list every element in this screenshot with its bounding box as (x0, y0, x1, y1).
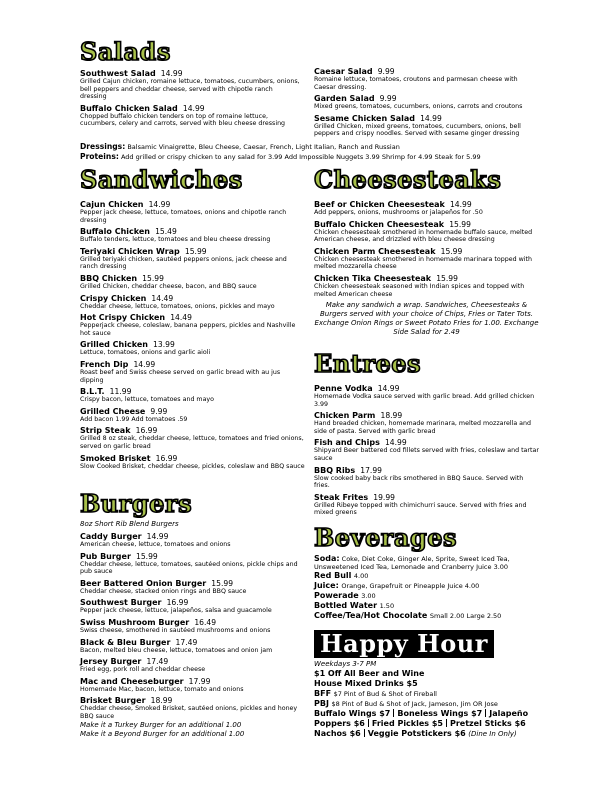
salads-heading: Salads (80, 37, 171, 66)
menu-item (80, 310, 305, 337)
item-name: Swiss Mushroom Burger (80, 617, 190, 627)
sandwiches-heading: Sandwiches (80, 165, 243, 194)
item-name: Sesame Chicken Salad (314, 113, 415, 123)
menu-item (80, 635, 305, 655)
item-name: Southwest Burger (80, 598, 162, 608)
item-name: Mac and Cheeseburger (80, 676, 184, 686)
separator (393, 709, 394, 717)
item-price: 9.99 (379, 94, 397, 104)
item-name: Southwest Salad (80, 69, 156, 78)
menu-item (80, 423, 305, 450)
item-description: Homemade Mac, bacon, lettuce, tomato and onions (80, 685, 244, 693)
item-price: 11.99 (109, 387, 132, 397)
item-description: Cheddar cheese, stacked onion rings and BBQ sauce (80, 587, 247, 595)
item-price: 14.49 (151, 293, 174, 303)
item-price: 15.99 (142, 273, 164, 283)
burgers-heading: Burgers (80, 489, 193, 518)
item-description: Slow Cooked Brisket, cheddar cheese, pickles, coleslaw and BBQ sauce (80, 462, 305, 470)
item-description: Hand breaded chicken, homemade marinara, melted mozzarella and side of pasta. Served with garlic bread (314, 420, 532, 435)
item-price: 14.99 (449, 200, 472, 209)
item-description: Romaine lettuce, tomatoes, croutons and parmesan cheese with Caesar dressing. (314, 76, 518, 91)
item-description: Bacon, melted bleu cheese, lettuce, tomatoes and onion jam (80, 646, 273, 654)
juice-line: Juice: Orange, Grapefruit or Pineapple Juice 4.00 (314, 581, 480, 590)
menu-item (80, 357, 305, 384)
separator (446, 719, 447, 727)
menu-item (314, 271, 539, 298)
soda-line: Soda: Coke, Diet Coke, Ginger Ale, Sprite, Sweet Iced Tea, Unsweetened Iced Tea, Lemonade and Cranberry Juice 3.00 (314, 554, 510, 571)
burger-note-beyond: Make it a Beyond Burger for an additional 1.00 (80, 729, 245, 738)
item-description: Cheddar cheese, lettuce, tomatoes, onions, pickles and mayo (80, 302, 275, 310)
item-description: Pepperjack cheese, coleslaw, banana peppers, pickles and Nashville hot sauce (80, 322, 296, 337)
coffee-line: Coffee/Tea/Hot Chocolate Small 2.00 Large 2.50 (314, 611, 502, 620)
dressings-proteins (80, 142, 550, 162)
menu-item (80, 451, 305, 471)
hh-poppers-row: Poppers $6 Fried Pickles $5 Pretzel Sticks $6 (314, 719, 526, 728)
item-price: 14.99 (384, 438, 407, 448)
menu-item (80, 291, 305, 311)
item-name: Buffalo Chicken (80, 227, 150, 237)
menu-item (314, 197, 539, 217)
item-description: Lettuce, tomatoes, onions and garlic aioli (80, 349, 211, 357)
item-name: Crispy Chicken (80, 293, 147, 303)
menu-item (314, 217, 539, 244)
item-name: Buffalo Chicken Cheesesteak (314, 219, 445, 229)
item-name: Garden Salad (314, 94, 375, 104)
burger-note-turkey: Make it a Turkey Burger for an additional 1.00 (80, 720, 242, 729)
sandwich-list (80, 197, 305, 470)
item-name: Smoked Brisket (80, 453, 151, 463)
item-description: Grilled 8 oz steak, cheddar cheese, lettuce, tomatoes and fried onions, served on garlic bread (80, 435, 304, 450)
item-name: Jersey Burger (80, 657, 142, 667)
item-price: 19.99 (373, 492, 396, 502)
item-name: Buffalo Chicken Salad (80, 103, 178, 113)
item-description: American cheese, lettuce, tomatoes and onions (80, 541, 231, 548)
item-price: 18.99 (380, 411, 403, 421)
item-description: Chicken cheesesteak smothered in homemade buffalo sauce, melted American cheese, and drizzled with bleu cheese dressing (314, 228, 533, 244)
item-name: Penne Vodka (314, 384, 373, 393)
item-price: 15.99 (211, 578, 234, 588)
item-price: 15.99 (184, 246, 207, 256)
item-price: 14.99 (146, 532, 169, 541)
item-name: Black & Bleu Burger (80, 637, 171, 647)
water-line: Bottled Water 1.50 (314, 601, 395, 610)
cheesesteak-list (314, 197, 539, 298)
item-description: Chopped buffalo chicken tenders on top of romaine lettuce, cucumbers, celery and carrots, served with bleu cheese dressing (80, 112, 286, 128)
happy-hour-heading: Happy Hour (314, 630, 546, 658)
entrees-heading: Entrees (314, 349, 422, 378)
menu-item (80, 693, 305, 720)
entree-list (314, 381, 539, 517)
item-price: 14.99 (377, 384, 400, 393)
item-name: Teriyaki Chicken Wrap (80, 246, 180, 256)
item-description: Crispy bacon, lettuce, tomatoes and mayo (80, 396, 215, 404)
item-name: Brisket Burger (80, 696, 146, 706)
item-name: Strip Steak (80, 426, 131, 436)
item-description: Mixed greens, tomatoes, cucumbers, onions, carrots and croutons (314, 103, 523, 111)
menu-item (80, 197, 305, 224)
left-column (80, 38, 300, 128)
sandwiches-section (80, 166, 305, 470)
hh-beer-wine: $1 Off All Beer and Wine (314, 669, 425, 678)
item-price: 16.99 (155, 453, 178, 463)
item-price: 18.99 (150, 696, 173, 706)
item-price: 17.49 (146, 657, 169, 667)
menu-item (314, 408, 539, 435)
item-name: Steak Frites (314, 492, 369, 502)
item-description: Homemade Vodka sauce served with garlic bread. Add grilled chicken 3.99 (314, 393, 535, 408)
menu-item (80, 337, 305, 357)
salads-left-list (80, 66, 300, 128)
item-description: Fried egg, pork roll and cheddar cheese (80, 666, 206, 674)
menu-item (314, 111, 539, 138)
hh-pbj: PBJ $8 Pint of Bud & Shot of Jack, Jameson, Jim OR Jose (314, 699, 498, 708)
beverages-heading: Beverages (314, 523, 458, 552)
item-description: Slow cooked baby back ribs smothered in BBQ Sauce. Served with fries. (314, 474, 524, 490)
item-name: Fish and Chips (314, 438, 380, 448)
menu-item (80, 384, 305, 404)
item-name: BBQ Ribs (314, 465, 356, 475)
item-name: B.L.T. (80, 387, 105, 397)
item-price: 15.99 (440, 246, 463, 256)
item-name: Cajun Chicken (80, 200, 144, 209)
item-price: 14.99 (148, 200, 171, 209)
item-description: Grilled Chicken, cheddar cheese, bacon, and BBQ sauce (80, 282, 257, 290)
item-description: Cheddar cheese, lettuce, tomatoes, sautéed onions, pickle chips and pub sauce (80, 560, 298, 576)
item-description: Pepper jack cheese, lettuce, tomatoes, onions and chipotle ranch dressing (80, 209, 287, 224)
item-name: BBQ Chicken (80, 273, 138, 283)
menu-item (314, 91, 539, 111)
item-name: Beer Battered Onion Burger (80, 578, 207, 588)
item-name: Pub Burger (80, 551, 131, 561)
item-description: Cheddar cheese, Smoked Brisket, sautéed onions, pickles and honey BBQ sauce (80, 705, 298, 720)
menu-item (80, 576, 305, 596)
item-name: Chicken Tika Cheesesteak (314, 273, 432, 283)
item-price: 17.99 (188, 676, 211, 686)
menu-item (80, 654, 305, 674)
happy-hour-days: Weekdays 3-7 PM (314, 660, 377, 668)
menu-item (314, 490, 539, 517)
menu-item (80, 549, 305, 576)
menu-item (314, 244, 539, 271)
item-name: Caddy Burger (80, 532, 142, 541)
burgers-section (80, 490, 305, 739)
item-price: 14.49 (170, 313, 192, 323)
cheesesteaks-section (314, 166, 539, 340)
item-price: 14.99 (182, 103, 205, 113)
item-price: 16.99 (135, 426, 158, 436)
menu-item (80, 674, 305, 694)
item-description: Grilled Chicken, mixed greens, tomatoes, cucumbers, onions, bell peppers and crispy noodles. Served with sesame ginger dressing (314, 122, 521, 138)
separator (485, 709, 486, 717)
item-name: Grilled Chicken (80, 340, 148, 350)
item-price: 14.99 (420, 113, 442, 123)
wrap-note: Make any sandwich a wrap. Sandwiches, Cheesesteaks & Burgers served with your choice of Chips, Fries or Tater Tots. Exchange Onion Rings or Sweet Potato Fries for 1.00. Exchange Side Salad for 2.49 (314, 301, 539, 337)
item-price: 17.99 (360, 465, 383, 475)
item-name: Hot Crispy Chicken (80, 313, 166, 323)
item-price: 13.99 (153, 340, 175, 350)
menu-item (80, 101, 300, 128)
item-description: Roast beef and Swiss cheese served on garlic bread with au jus dipping (80, 368, 281, 384)
item-description: Grilled Cajun chicken, romaine lettuce, tomatoes, cucumbers, onions, bell peppers and cheddar cheese, served with chipotle ranch dressing (80, 78, 300, 101)
hh-bff: BFF $7 Pint of Bud & Shot of Fireball (314, 689, 437, 698)
item-price: 9.99 (377, 67, 395, 76)
separator (364, 729, 365, 737)
item-description: Grilled Ribeye topped with chimichurri sauce. Served with fries and mixed greens (314, 501, 527, 517)
menu-item (314, 64, 539, 91)
item-price: 15.99 (136, 551, 158, 561)
entrees-section (314, 350, 539, 517)
happy-hour-section (314, 630, 546, 739)
salads-right-list (314, 64, 539, 138)
cheesesteaks-heading: Cheesesteaks (314, 165, 502, 194)
hh-wings-row: Buffalo Wings $7 Boneless Wings $7 Jalapeño (314, 709, 529, 718)
hh-nachos-row: Nachos $6 Veggie Potstickers $6 (Dine In Only) (314, 729, 517, 738)
item-price: 9.99 (150, 406, 168, 416)
menu-item (80, 404, 305, 424)
item-description: Pepper jack cheese, lettuce, jalapeños, salsa and guacamole (80, 607, 272, 615)
item-price: 16.99 (166, 598, 189, 608)
proteins-line: Proteins: Add grilled or crispy chicken to any salad for 3.99 Add Impossible Nuggets 3.99 Shrimp for 4.99 Steak for 5.99 (80, 152, 481, 161)
item-description: Add bacon 1.99 Add tomatoes .59 (80, 415, 188, 423)
item-description: Chicken cheesesteak seasoned with Indian spices and topped with melted American cheese (314, 282, 525, 298)
menu-item (314, 381, 539, 408)
menu-item (80, 615, 305, 635)
menu-item (80, 271, 305, 291)
item-price: 14.99 (133, 359, 156, 369)
powerade-line: Powerade 3.00 (314, 591, 376, 600)
item-description: Swiss cheese, smothered in sautéed mushrooms and onions (80, 626, 271, 634)
separator (368, 719, 369, 727)
menu-item (80, 244, 305, 271)
item-price: 16.49 (194, 617, 217, 627)
item-description: Buffalo tenders, lettuce, tomatoes and bleu cheese dressing (80, 236, 271, 244)
beverages-section (314, 524, 539, 621)
redbull-line: Red Bull 4.00 (314, 571, 369, 580)
item-name: Beef or Chicken Cheesesteak (314, 200, 445, 209)
item-price: 15.99 (449, 219, 471, 229)
item-description: Add peppers, onions, mushrooms or jalapeños for .50 (314, 209, 483, 216)
item-price: 14.99 (160, 69, 183, 78)
item-name: French Dip (80, 359, 129, 369)
item-price: 15.99 (436, 273, 458, 283)
item-description: Chicken cheesesteak smothered in homemade marinara topped with melted mozzarella cheese (314, 255, 532, 271)
item-description: Grilled teriyaki chicken, sautéed peppers onions, jack cheese and ranch dressing (80, 255, 287, 271)
dressings-line: Dressings: Balsamic Vinaigrette, Bleu Cheese, Caesar, French, Light Italian, Ranch and Russian (80, 142, 400, 151)
menu-item (80, 66, 300, 101)
item-name: Chicken Parm (314, 411, 376, 421)
item-price: 15.49 (155, 227, 177, 237)
burgers-subtitle: 8oz Short Rib Blend Burgers (80, 520, 179, 528)
menu-item (80, 224, 305, 244)
item-name: Grilled Cheese (80, 406, 146, 416)
hh-mixed-drinks: House Mixed Drinks $5 (314, 679, 418, 688)
burger-list (80, 529, 305, 721)
menu-item (80, 529, 305, 549)
menu-item (314, 435, 539, 462)
item-price: 17.49 (175, 637, 198, 647)
item-name: Chicken Parm Cheesesteak (314, 246, 436, 256)
item-description: Shipyard Beer battered cod fillets served with fries, coleslaw and tartar sauce (314, 447, 539, 462)
item-name: Caesar Salad (314, 67, 373, 76)
menu-item (314, 463, 539, 490)
